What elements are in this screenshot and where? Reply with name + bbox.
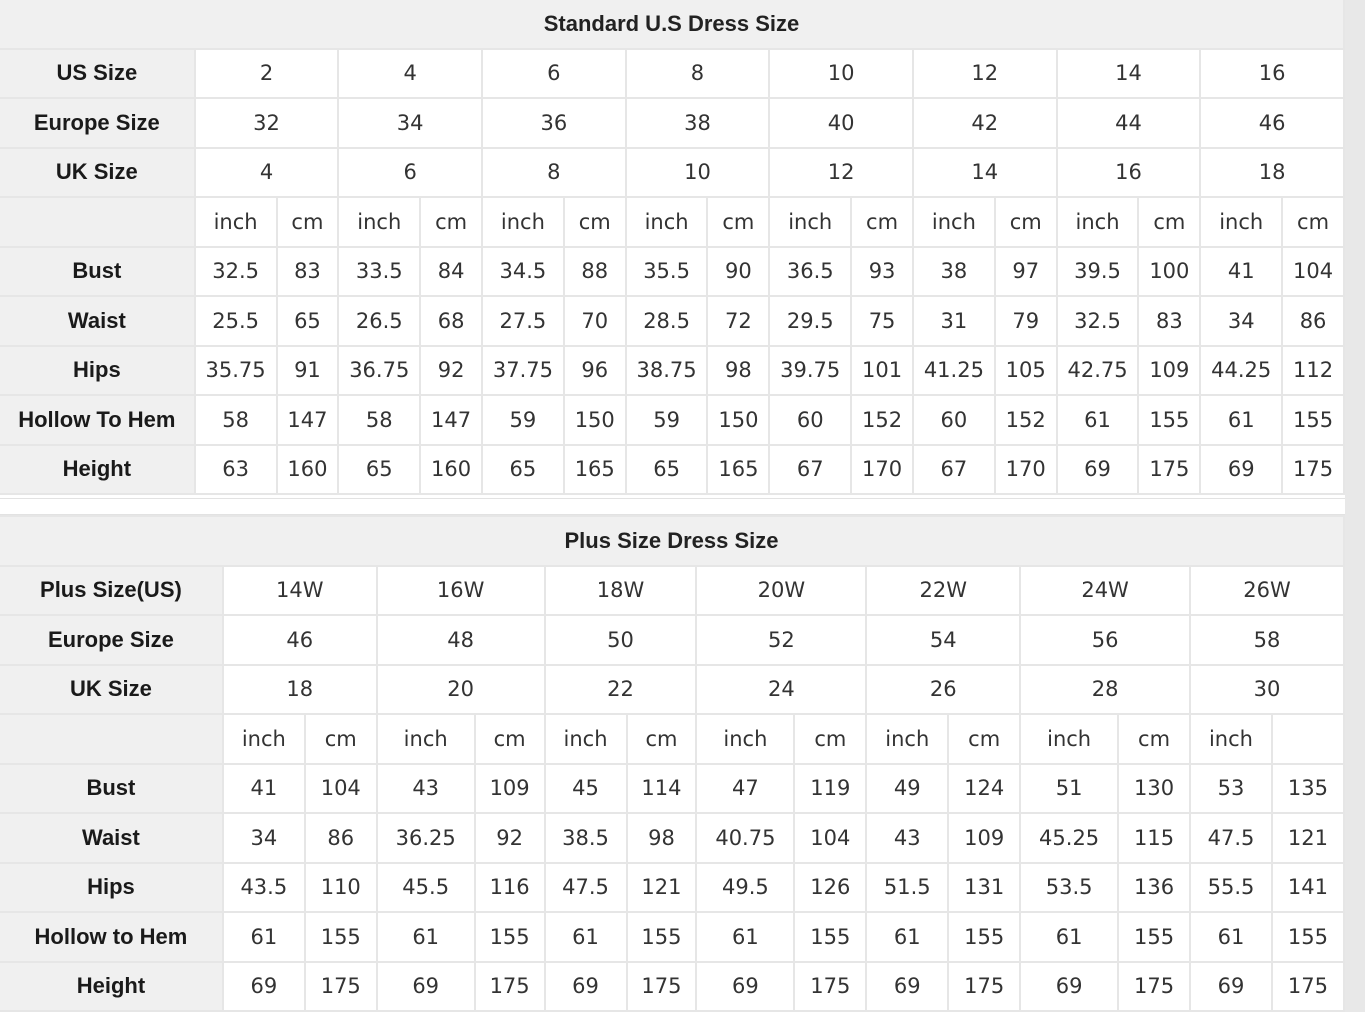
measure-cell: 61 <box>378 913 474 961</box>
measure-cell: 58 <box>196 396 276 444</box>
unit-cell: inch <box>1201 198 1281 246</box>
measure-cell: 110 <box>306 864 376 912</box>
measure-cell: 70 <box>565 297 625 345</box>
size-cell: 18 <box>1201 149 1343 197</box>
measure-cell: 36.5 <box>770 248 850 296</box>
row-label: UK Size <box>0 149 194 197</box>
measure-cell: 136 <box>1119 864 1189 912</box>
size-row-us-size <box>0 50 1343 98</box>
row-label: Bust <box>0 765 222 813</box>
measure-cell: 38 <box>914 248 994 296</box>
measure-cell: 41.25 <box>914 347 994 395</box>
measure-cell: 38.5 <box>546 814 626 862</box>
measure-cell: 61 <box>867 913 947 961</box>
measure-cell: 29.5 <box>770 297 850 345</box>
size-cell: 14W <box>224 567 376 615</box>
size-cell: 8 <box>483 149 625 197</box>
measure-row-height <box>0 963 1343 1011</box>
standard-size-table <box>0 0 1345 495</box>
measure-cell: 34.5 <box>483 248 563 296</box>
measure-cell: 51.5 <box>867 864 947 912</box>
measure-cell: 47.5 <box>1191 814 1271 862</box>
measure-cell: 175 <box>795 963 865 1011</box>
measure-cell: 165 <box>565 446 625 494</box>
measure-cell: 63 <box>196 446 276 494</box>
measure-cell: 59 <box>627 396 707 444</box>
measure-cell: 155 <box>306 913 376 961</box>
unit-cell: cm <box>949 715 1019 763</box>
measure-cell: 112 <box>1283 347 1343 395</box>
measure-cell: 43 <box>378 765 474 813</box>
section-divider <box>0 498 1345 515</box>
measure-cell: 96 <box>565 347 625 395</box>
measure-cell: 34 <box>1201 297 1281 345</box>
measure-cell: 69 <box>546 963 626 1011</box>
measure-cell: 45.25 <box>1021 814 1117 862</box>
measure-cell: 38.75 <box>627 347 707 395</box>
measure-cell: 175 <box>1283 446 1343 494</box>
measure-cell: 36.25 <box>378 814 474 862</box>
measure-cell: 28.5 <box>627 297 707 345</box>
size-cell: 42 <box>914 99 1056 147</box>
size-cell: 10 <box>627 149 769 197</box>
measure-cell: 175 <box>1119 963 1189 1011</box>
measure-cell: 141 <box>1273 864 1343 912</box>
measure-cell: 150 <box>565 396 625 444</box>
measure-cell: 135 <box>1273 765 1343 813</box>
size-cell: 8 <box>627 50 769 98</box>
row-label: Hollow To Hem <box>0 396 194 444</box>
size-cell: 12 <box>770 149 912 197</box>
measure-cell: 43 <box>867 814 947 862</box>
plus-size-chart-frame <box>0 515 1345 1012</box>
units-row <box>0 198 1343 246</box>
unit-cell: cm <box>476 715 544 763</box>
unit-cell: cm <box>421 198 481 246</box>
size-cell: 26W <box>1191 567 1343 615</box>
row-label: Waist <box>0 814 222 862</box>
size-cell: 20 <box>378 666 544 714</box>
measure-cell: 32.5 <box>1058 297 1138 345</box>
row-label: UK Size <box>0 666 222 714</box>
row-label: Europe Size <box>0 616 222 664</box>
measure-cell: 165 <box>708 446 768 494</box>
size-cell: 24 <box>697 666 865 714</box>
unit-cell: inch <box>546 715 626 763</box>
size-cell: 22 <box>546 666 696 714</box>
size-cell: 18 <box>224 666 376 714</box>
measure-cell: 160 <box>278 446 338 494</box>
measure-cell: 155 <box>1273 913 1343 961</box>
measure-cell: 69 <box>1021 963 1117 1011</box>
unit-cell: cm <box>306 715 376 763</box>
measure-cell: 65 <box>483 446 563 494</box>
measure-cell: 43.5 <box>224 864 304 912</box>
units-row <box>0 715 1343 763</box>
measure-cell: 36.75 <box>339 347 419 395</box>
size-cell: 50 <box>546 616 696 664</box>
size-cell: 4 <box>196 149 338 197</box>
measure-cell: 121 <box>1273 814 1343 862</box>
measure-cell: 39.5 <box>1058 248 1138 296</box>
measure-cell: 124 <box>949 765 1019 813</box>
measure-cell: 41 <box>1201 248 1281 296</box>
unit-cell: inch <box>867 715 947 763</box>
size-row-uk-size <box>0 149 1343 197</box>
table-title: Standard U.S Dress Size <box>0 0 1343 48</box>
size-cell: 20W <box>697 567 865 615</box>
measure-cell: 104 <box>1283 248 1343 296</box>
measure-cell: 175 <box>949 963 1019 1011</box>
row-label: Hips <box>0 864 222 912</box>
measure-cell: 55.5 <box>1191 864 1271 912</box>
measure-cell: 175 <box>476 963 544 1011</box>
unit-cell: cm <box>1139 198 1199 246</box>
measure-cell: 69 <box>378 963 474 1011</box>
size-cell: 4 <box>339 50 481 98</box>
measure-cell: 170 <box>996 446 1056 494</box>
measure-cell: 25.5 <box>196 297 276 345</box>
measure-cell: 45 <box>546 765 626 813</box>
measure-cell: 31 <box>914 297 994 345</box>
size-cell: 24W <box>1021 567 1189 615</box>
unit-cell: cm <box>628 715 696 763</box>
measure-cell: 155 <box>1139 396 1199 444</box>
measure-cell: 126 <box>795 864 865 912</box>
measure-cell: 155 <box>949 913 1019 961</box>
measure-cell: 116 <box>476 864 544 912</box>
unit-cell: inch <box>1021 715 1117 763</box>
measure-cell: 119 <box>795 765 865 813</box>
unit-cell: inch <box>770 198 850 246</box>
size-cell: 22W <box>867 567 1019 615</box>
measure-cell: 150 <box>708 396 768 444</box>
title-row <box>0 517 1343 565</box>
measure-cell: 155 <box>628 913 696 961</box>
measure-cell: 92 <box>421 347 481 395</box>
unit-cell: cm <box>1283 198 1343 246</box>
size-cell: 18W <box>546 567 696 615</box>
measure-cell: 37.75 <box>483 347 563 395</box>
plus-size-table <box>0 515 1345 1012</box>
measure-cell: 86 <box>1283 297 1343 345</box>
unit-cell: cm <box>852 198 912 246</box>
size-row-plus-size-us <box>0 567 1343 615</box>
measure-cell: 35.75 <box>196 347 276 395</box>
measure-cell: 67 <box>770 446 850 494</box>
size-cell: 48 <box>378 616 544 664</box>
measure-cell: 60 <box>914 396 994 444</box>
measure-cell: 35.5 <box>627 248 707 296</box>
unit-cell: inch <box>224 715 304 763</box>
measure-cell: 51 <box>1021 765 1117 813</box>
measure-cell: 83 <box>278 248 338 296</box>
measure-cell: 41 <box>224 765 304 813</box>
measure-cell: 131 <box>949 864 1019 912</box>
row-label: US Size <box>0 50 194 98</box>
size-cell: 2 <box>196 50 338 98</box>
unit-cell: inch <box>378 715 474 763</box>
measure-cell: 42.75 <box>1058 347 1138 395</box>
size-cell: 52 <box>697 616 865 664</box>
size-cell: 16 <box>1201 50 1343 98</box>
measure-cell: 93 <box>852 248 912 296</box>
size-cell: 56 <box>1021 616 1189 664</box>
measure-cell: 45.5 <box>378 864 474 912</box>
unit-cell: cm <box>565 198 625 246</box>
measure-cell: 26.5 <box>339 297 419 345</box>
size-cell: 10 <box>770 50 912 98</box>
unit-cell: inch <box>627 198 707 246</box>
measure-cell: 33.5 <box>339 248 419 296</box>
measure-cell: 67 <box>914 446 994 494</box>
measure-cell: 61 <box>546 913 626 961</box>
size-cell: 32 <box>196 99 338 147</box>
measure-cell: 53.5 <box>1021 864 1117 912</box>
measure-cell: 98 <box>708 347 768 395</box>
measure-cell: 160 <box>421 446 481 494</box>
units-row-label <box>0 715 222 763</box>
unit-cell: inch <box>483 198 563 246</box>
measure-cell: 75 <box>852 297 912 345</box>
measure-cell: 61 <box>1021 913 1117 961</box>
measure-cell: 83 <box>1139 297 1199 345</box>
measure-cell: 109 <box>1139 347 1199 395</box>
size-cell: 16W <box>378 567 544 615</box>
measure-cell: 175 <box>306 963 376 1011</box>
measure-cell: 69 <box>1201 446 1281 494</box>
size-cell: 14 <box>914 149 1056 197</box>
measure-cell: 98 <box>628 814 696 862</box>
measure-row-waist <box>0 814 1343 862</box>
measure-cell: 61 <box>224 913 304 961</box>
measure-cell: 101 <box>852 347 912 395</box>
measure-cell: 49 <box>867 765 947 813</box>
unit-cell: cm <box>996 198 1056 246</box>
measure-cell: 155 <box>1283 396 1343 444</box>
measure-cell: 58 <box>339 396 419 444</box>
measure-cell: 61 <box>697 913 793 961</box>
measure-cell: 69 <box>1058 446 1138 494</box>
measure-cell: 59 <box>483 396 563 444</box>
unit-cell: inch <box>914 198 994 246</box>
measure-cell: 152 <box>996 396 1056 444</box>
measure-cell: 175 <box>628 963 696 1011</box>
unit-cell: cm <box>1119 715 1189 763</box>
measure-cell: 92 <box>476 814 544 862</box>
unit-cell <box>1273 715 1343 763</box>
standard-size-chart-frame <box>0 0 1345 498</box>
row-label: Height <box>0 446 194 494</box>
measure-cell: 115 <box>1119 814 1189 862</box>
measure-cell: 90 <box>708 248 768 296</box>
measure-cell: 53 <box>1191 765 1271 813</box>
size-cell: 6 <box>483 50 625 98</box>
measure-cell: 109 <box>476 765 544 813</box>
measure-row-hollow-to-hem <box>0 913 1343 961</box>
measure-cell: 97 <box>996 248 1056 296</box>
size-cell: 34 <box>339 99 481 147</box>
title-row <box>0 0 1343 48</box>
measure-cell: 79 <box>996 297 1056 345</box>
size-row-europe-size <box>0 616 1343 664</box>
measure-row-hips <box>0 347 1343 395</box>
measure-cell: 155 <box>476 913 544 961</box>
measure-cell: 170 <box>852 446 912 494</box>
measure-cell: 44.25 <box>1201 347 1281 395</box>
measure-cell: 147 <box>278 396 338 444</box>
measure-cell: 47.5 <box>546 864 626 912</box>
measure-row-bust <box>0 248 1343 296</box>
measure-row-height <box>0 446 1343 494</box>
measure-cell: 105 <box>996 347 1056 395</box>
unit-cell: cm <box>278 198 338 246</box>
measure-cell: 32.5 <box>196 248 276 296</box>
size-cell: 26 <box>867 666 1019 714</box>
size-cell: 16 <box>1058 149 1200 197</box>
size-cell: 28 <box>1021 666 1189 714</box>
measure-cell: 155 <box>795 913 865 961</box>
measure-cell: 61 <box>1058 396 1138 444</box>
measure-cell: 147 <box>421 396 481 444</box>
size-cell: 58 <box>1191 616 1343 664</box>
measure-cell: 69 <box>224 963 304 1011</box>
row-label: Europe Size <box>0 99 194 147</box>
measure-cell: 61 <box>1191 913 1271 961</box>
unit-cell: inch <box>339 198 419 246</box>
size-cell: 38 <box>627 99 769 147</box>
size-cell: 14 <box>1058 50 1200 98</box>
row-label: Hollow to Hem <box>0 913 222 961</box>
row-label: Plus Size(US) <box>0 567 222 615</box>
unit-cell: inch <box>1058 198 1138 246</box>
measure-cell: 68 <box>421 297 481 345</box>
measure-cell: 86 <box>306 814 376 862</box>
measure-cell: 69 <box>697 963 793 1011</box>
size-cell: 36 <box>483 99 625 147</box>
measure-cell: 104 <box>306 765 376 813</box>
size-cell: 30 <box>1191 666 1343 714</box>
measure-row-hollow-to-hem <box>0 396 1343 444</box>
measure-cell: 175 <box>1273 963 1343 1011</box>
measure-cell: 130 <box>1119 765 1189 813</box>
measure-cell: 49.5 <box>697 864 793 912</box>
measure-cell: 155 <box>1119 913 1189 961</box>
measure-cell: 114 <box>628 765 696 813</box>
row-label: Waist <box>0 297 194 345</box>
measure-cell: 91 <box>278 347 338 395</box>
measure-cell: 34 <box>224 814 304 862</box>
measure-cell: 65 <box>278 297 338 345</box>
right-edge-strip <box>1345 0 1365 1012</box>
measure-row-waist <box>0 297 1343 345</box>
size-cell: 46 <box>224 616 376 664</box>
measure-cell: 104 <box>795 814 865 862</box>
size-cell: 6 <box>339 149 481 197</box>
unit-cell: cm <box>708 198 768 246</box>
row-label: Hips <box>0 347 194 395</box>
size-cell: 12 <box>914 50 1056 98</box>
measure-cell: 152 <box>852 396 912 444</box>
size-cell: 54 <box>867 616 1019 664</box>
measure-cell: 69 <box>1191 963 1271 1011</box>
size-cell: 40 <box>770 99 912 147</box>
measure-cell: 72 <box>708 297 768 345</box>
size-row-europe-size <box>0 99 1343 147</box>
row-label: Bust <box>0 248 194 296</box>
measure-cell: 100 <box>1139 248 1199 296</box>
size-cell: 46 <box>1201 99 1343 147</box>
unit-cell: cm <box>795 715 865 763</box>
measure-row-hips <box>0 864 1343 912</box>
measure-cell: 40.75 <box>697 814 793 862</box>
measure-cell: 47 <box>697 765 793 813</box>
size-row-uk-size <box>0 666 1343 714</box>
row-label: Height <box>0 963 222 1011</box>
measure-cell: 69 <box>867 963 947 1011</box>
measure-cell: 121 <box>628 864 696 912</box>
measure-cell: 39.75 <box>770 347 850 395</box>
measure-cell: 109 <box>949 814 1019 862</box>
measure-cell: 27.5 <box>483 297 563 345</box>
measure-cell: 65 <box>627 446 707 494</box>
unit-cell: inch <box>697 715 793 763</box>
size-cell: 44 <box>1058 99 1200 147</box>
unit-cell: inch <box>196 198 276 246</box>
measure-cell: 175 <box>1139 446 1199 494</box>
units-row-label <box>0 198 194 246</box>
measure-cell: 88 <box>565 248 625 296</box>
measure-cell: 60 <box>770 396 850 444</box>
table-title: Plus Size Dress Size <box>0 517 1343 565</box>
measure-cell: 61 <box>1201 396 1281 444</box>
measure-row-bust <box>0 765 1343 813</box>
unit-cell: inch <box>1191 715 1271 763</box>
measure-cell: 65 <box>339 446 419 494</box>
measure-cell: 84 <box>421 248 481 296</box>
